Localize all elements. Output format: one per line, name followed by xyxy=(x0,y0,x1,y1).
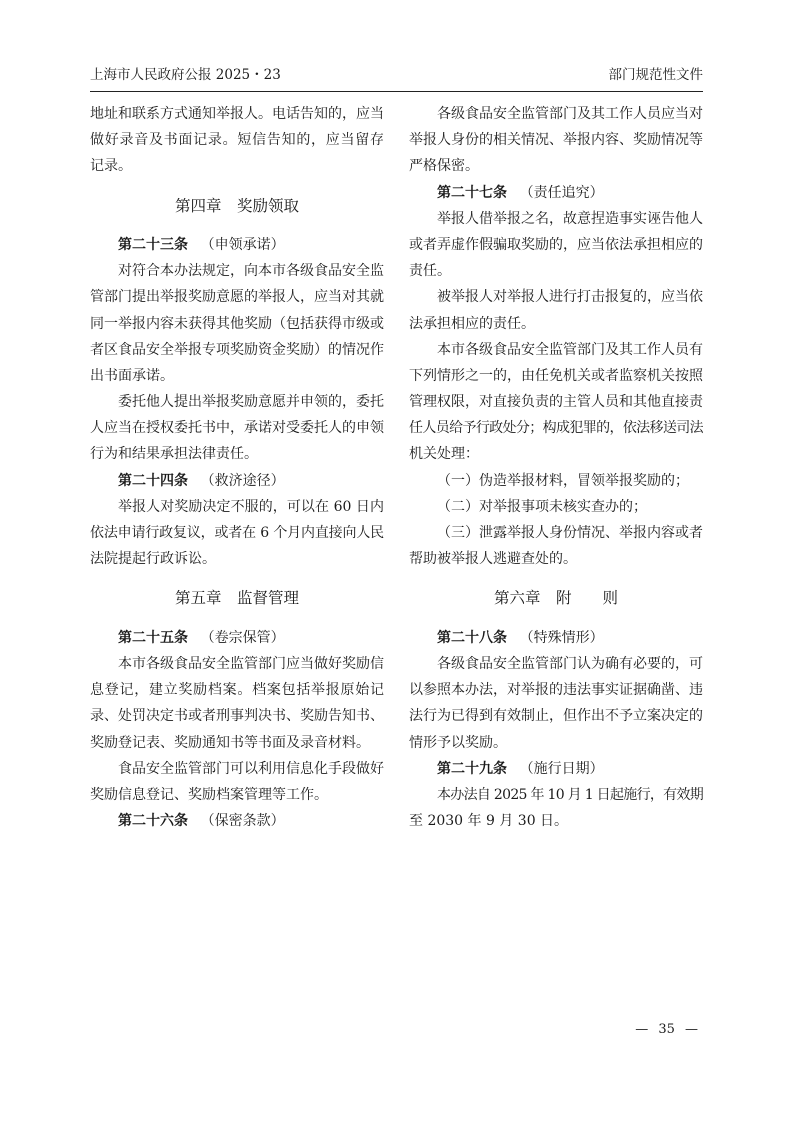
paragraph xyxy=(90,101,384,180)
paragraph-line: 举报人借举报之名，故意捏造事实诬告他人 xyxy=(437,210,703,227)
paragraph xyxy=(409,284,703,336)
paragraph-line: 行为和结果承担法律责任。 xyxy=(90,446,258,463)
paragraph xyxy=(409,337,703,468)
paragraph-line: 举报人对奖励决定不服的，可以在 60 日内 xyxy=(118,498,384,515)
article-number: 第二十五条 xyxy=(118,629,188,646)
paragraph-line: 严格保密。 xyxy=(409,158,479,175)
paragraph-line: 至 2030 年 9 月 30 日。 xyxy=(409,813,569,830)
paragraph xyxy=(409,782,703,834)
article-heading xyxy=(409,180,703,206)
chapter-heading: 第五章 监督管理 xyxy=(174,589,299,608)
paragraph xyxy=(90,756,384,808)
article-title: （责任追究） xyxy=(519,184,604,201)
article-number: 第二十三条 xyxy=(118,236,188,253)
article-title: （救济途径） xyxy=(200,472,285,489)
article-title: （施行日期） xyxy=(519,760,604,777)
right-column xyxy=(409,101,703,834)
gazette-title: 上海市人民政府公报 2025・23 xyxy=(90,67,281,83)
article-heading xyxy=(90,468,384,494)
paragraph xyxy=(90,258,384,389)
article-title: （保密条款） xyxy=(200,813,285,830)
paragraph-line: 各级食品安全监管部门认为确有必要的，可 xyxy=(437,655,703,672)
article-heading xyxy=(90,232,384,258)
paragraph-line: 法行为已得到有效制止，但作出不予立案决定的 xyxy=(409,708,703,725)
paragraph-line: 息登记，建立奖励档案。档案包括举报原始记 xyxy=(90,682,384,699)
paragraph-line: 出书面承诺。 xyxy=(90,367,174,384)
paragraph-line: 地址和联系方式通知举报人。电话告知的，应当 xyxy=(90,106,384,122)
paragraph-line: 法院提起行政诉讼。 xyxy=(90,551,216,568)
paragraph-line: 本市各级食品安全监管部门应当做好奖励信 xyxy=(118,655,384,672)
article-heading xyxy=(90,625,384,651)
article-heading xyxy=(409,756,703,782)
paragraph-line: （一）伪造举报材料，冒领举报奖励的； xyxy=(437,472,689,489)
paragraph-line: 法承担相应的责任。 xyxy=(409,315,535,332)
paragraph xyxy=(90,651,384,756)
paragraph-line: 者区食品安全举报专项奖励资金奖励）的情况作 xyxy=(90,341,384,358)
paragraph-line: 做好录音及书面记录。短信告知的，应当留存 xyxy=(90,132,384,149)
paragraph-line: 依法申请行政复议，或者在 6 个月内直接向人民 xyxy=(90,525,384,542)
paragraph-line: 食品安全监管部门可以利用信息化手段做好 xyxy=(118,760,384,777)
paragraph-line: 本市各级食品安全监管部门及其工作人员有 xyxy=(437,341,703,358)
paragraph-line: （三）泄露举报人身份情况、举报内容或者 xyxy=(437,525,703,541)
paragraph-line: 机关处理： xyxy=(409,446,479,463)
section-label: 部门规范性文件 xyxy=(608,67,703,83)
paragraph-line: （二）对举报事项未核实查办的； xyxy=(437,498,647,515)
paragraph xyxy=(409,494,703,520)
article-title: （卷宗保管） xyxy=(200,629,285,646)
paragraph-line: 记录。 xyxy=(90,158,132,175)
paragraph xyxy=(409,651,703,756)
paragraph-line: 责任。 xyxy=(409,263,451,280)
article-heading xyxy=(90,808,384,834)
left-column xyxy=(90,101,384,834)
article-number: 第二十六条 xyxy=(118,813,188,830)
article-title: （特殊情形） xyxy=(519,629,604,646)
paragraph-line: 帮助被举报人逃避查处的。 xyxy=(409,551,577,568)
paragraph xyxy=(409,520,703,572)
article-heading xyxy=(409,625,703,651)
paragraph-line: 以参照本办法，对举报的违法事实证据确凿、违 xyxy=(409,682,703,699)
paragraph-line: 奖励信息登记、奖励档案管理等工作。 xyxy=(90,786,328,803)
header-rule xyxy=(90,91,703,92)
chapter-heading: 第六章 附 则 xyxy=(493,589,618,608)
paragraph-line: 管理权限，对直接负责的主管人员和其他直接责 xyxy=(409,394,703,411)
paragraph-line: 或者弄虚作假骗取奖励的，应当依法承担相应的 xyxy=(409,236,703,253)
paragraph-line: 管部门提出举报奖励意愿的举报人，应当对其就 xyxy=(90,289,384,306)
paragraph-line: 奖励登记表、奖励通知书等书面及录音材料。 xyxy=(90,734,370,751)
article-number: 第二十四条 xyxy=(118,472,188,489)
article-number: 第二十九条 xyxy=(437,760,507,777)
paragraph-line: 同一举报内容未获得其他奖励（包括获得市级或 xyxy=(90,315,384,332)
paragraph xyxy=(409,468,703,494)
paragraph xyxy=(90,389,384,468)
paragraph xyxy=(90,494,384,573)
paragraph-line: 委托他人提出举报奖励意愿并申领的，委托 xyxy=(118,394,384,411)
paragraph-line: 对符合本办法规定，向本市各级食品安全监 xyxy=(118,263,384,280)
paragraph-line: 录、处罚决定书或者刑事判决书、奖励告知书、 xyxy=(90,708,384,725)
paragraph xyxy=(409,101,703,180)
paragraph-line: 举报人身份的相关情况、举报内容、奖励情况等 xyxy=(409,132,703,149)
paragraph-line: 情形予以奖励。 xyxy=(409,734,507,751)
paragraph-line: 各级食品安全监管部门及其工作人员应当对 xyxy=(437,106,703,122)
chapter-heading: 第四章 奖励领取 xyxy=(174,196,299,215)
paragraph-line: 下列情形之一的，由任免机关或者监察机关按照 xyxy=(409,367,703,384)
article-number: 第二十八条 xyxy=(437,629,507,646)
paragraph xyxy=(409,206,703,285)
page-number: — 35 — xyxy=(635,1022,698,1037)
paragraph-line: 任人员给予行政处分；构成犯罪的，依法移送司法 xyxy=(409,420,703,437)
article-number: 第二十七条 xyxy=(437,184,507,201)
paragraph-line: 本办法自 2025 年 10 月 1 日起施行，有效期 xyxy=(437,786,703,803)
article-title: （申领承诺） xyxy=(200,236,285,253)
paragraph-line: 被举报人对举报人进行打击报复的，应当依 xyxy=(437,289,703,306)
paragraph-line: 人应当在授权委托书中，承诺对受委托人的申领 xyxy=(90,420,384,437)
